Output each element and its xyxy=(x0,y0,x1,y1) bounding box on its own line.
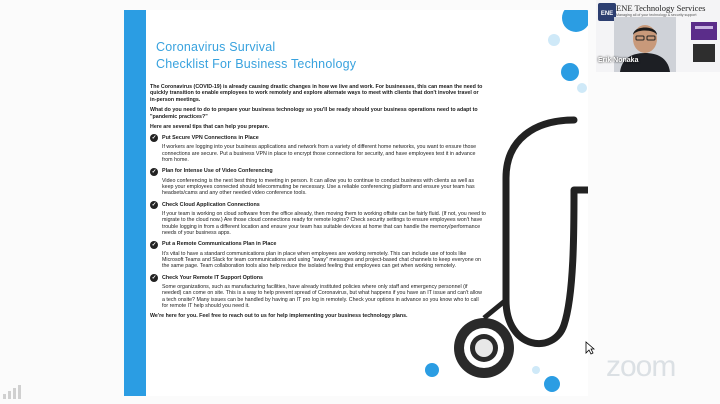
tip-heading: Put a Remote Communications Plan in Place xyxy=(162,241,277,248)
question-paragraph: What do you need to do to prepare your business technology so you'll be ready should your business operations need to adapt to "pandemic practices?" xyxy=(150,107,478,120)
checkmark-icon: ✓ xyxy=(151,168,157,175)
title-line-1: Coronavirus Survival xyxy=(156,40,276,54)
company-name: ENE Technology Services xyxy=(616,3,706,13)
intro-paragraph: The Coronavirus (COVID-19) is already causing drastic changes in how we live and work. For businesses, this can mean the need to quickly transition to enable employees to work remotely and explore alternate ways to meet with clients that don't involve travel or in-person meetings. xyxy=(150,84,483,103)
signal-bars-icon xyxy=(2,384,24,400)
svg-text:ENE: ENE xyxy=(600,11,614,17)
stethoscope-illustration xyxy=(424,100,588,396)
shared-document xyxy=(124,10,588,396)
tip-heading: Check Cloud Application Connections xyxy=(162,201,260,208)
company-tagline: Managing all of your technology & security support xyxy=(616,13,697,17)
checkmark-icon: ✓ xyxy=(151,274,157,281)
tip-heading: Plan for Intense Use of Video Conferencing xyxy=(162,168,273,175)
checkmark-icon: ✓ xyxy=(151,201,157,208)
background-shelf xyxy=(691,22,717,64)
mouse-cursor-icon xyxy=(585,341,595,355)
tip-text: Video conferencing is the next best thing to meeting in person. It can allow you to continue to conduct business with clients as well as keep your employees connected should telecommuting be necessary. Use a reliable conferencing platform and ensure your team has headsets/cams and any other needed video conference tools. xyxy=(162,177,475,197)
tips-intro: Here are several tips that can help you prepare. xyxy=(150,124,270,131)
participant-name-label: Erik Nonaka xyxy=(598,57,639,64)
tip-text: If workers are logging into your business applications and network from a variety of different home networks, you want to ensure those connections are secure. Put a business VPN in place to encrypt those connections for security, and have employees test it in advance from home. xyxy=(162,144,477,164)
title-line-2: Checklist For Business Technology xyxy=(156,57,357,71)
document-title xyxy=(156,39,356,73)
tip-heading: Put Secure VPN Connections in Place xyxy=(162,135,259,142)
zoom-watermark: zoom xyxy=(606,350,676,383)
checkmark-icon: ✓ xyxy=(151,241,157,248)
tip-text: If your team is working on cloud software from the office already, then moving them to working offsite can be fairly fluid. (If not, you need to migrate to the cloud now.) Are those cloud connections ready for remote logins? Check security settings to ensure employees won't have trouble logging in from a different location and ensure your team has suitable devices at home that can handle the memory/performance needs of your business apps. xyxy=(162,210,486,237)
tip-text: Some organizations, such as manufacturing facilities, have already instituted policies where only staff and emergency personnel (if needed) can come on site. This is a way to help prevent spread of Coronavirus, but what happens if you have an IT issue and can't allow a tech onsite? Many issues can be handled by having an IT pro log in remotely. Check your options in advance so you know who to call for remote IT help should you need it. xyxy=(162,283,482,309)
tip-heading: Check Your Remote IT Support Options xyxy=(162,274,264,281)
webcam-video-tile[interactable] xyxy=(596,0,720,72)
tip-text: It's vital to have a standard communications plan in place when employees are working remotely. This can include use of tools like Microsoft Teams and Slack for team communications and using "away" messages and project-based chat channels to keep everyone on the same page. Team collaboration tools also help reduce the isolated feeling that employees can get when working remotely. xyxy=(162,250,481,270)
closing-paragraph: We're here for you. Feel free to reach out to us for help implementing your business technology plans. xyxy=(150,313,408,320)
checkmark-icon: ✓ xyxy=(151,135,157,142)
